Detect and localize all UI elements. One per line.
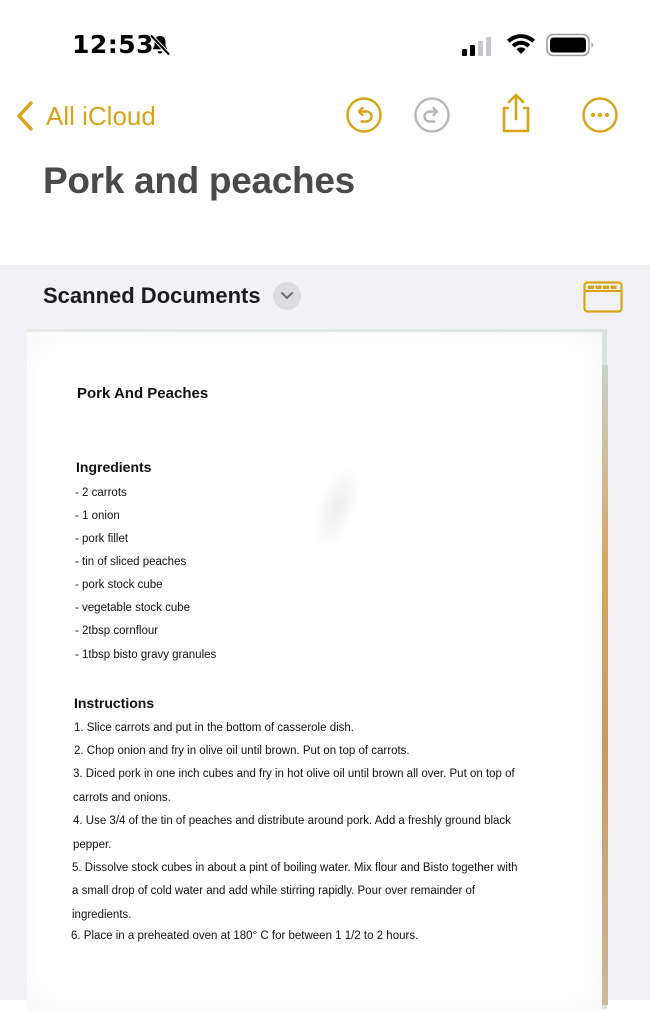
note-title[interactable]: Pork and peaches: [43, 160, 355, 201]
ingredient-item: - tin of sliced peaches: [75, 556, 187, 568]
instruction-line: carrots and onions.: [73, 792, 171, 804]
ingredient-item: - 2tbsp cornflour: [75, 625, 159, 637]
instruction-line: 1. Slice carrots and put in the bottom of casserole dish.: [74, 722, 354, 734]
instruction-line: 2. Chop onion and fry in olive oil until brown. Put on top of carrots.: [74, 745, 410, 757]
paper-crease: [303, 458, 371, 556]
scanned-documents-title: Scanned Documents: [43, 283, 261, 308]
ingredient-item: - pork fillet: [75, 533, 129, 545]
scanned-documents-panel: [0, 265, 650, 1000]
ingredient-item: - 1tbsp bisto gravy granules: [75, 649, 217, 661]
document-title: Pork And Peaches: [77, 385, 209, 402]
ingredients-heading: Ingredients: [76, 459, 152, 475]
ingredient-item: - vegetable stock cube: [75, 602, 191, 614]
ingredient-item: - 1 onion: [75, 510, 120, 522]
battery-icon: [546, 33, 596, 57]
instruction-line: a small drop of cold water and add while stirring rapidly. Pour over remainder of: [72, 885, 476, 897]
scanned-page[interactable]: [27, 332, 602, 1012]
chevron-left-icon: [14, 99, 36, 133]
wifi-icon: [505, 32, 537, 56]
bell-slash-icon: [148, 33, 172, 57]
status-time: 12:53: [72, 30, 155, 59]
ingredient-item: - pork stock cube: [75, 579, 163, 591]
instruction-line: ingredients.: [72, 909, 132, 921]
instructions-heading: Instructions: [74, 695, 155, 711]
instruction-line: 4. Use 3/4 of the tin of peaches and distribute around pork. Add a freshly ground black: [73, 815, 511, 827]
back-label: All iCloud: [46, 100, 156, 131]
undo-icon[interactable]: [345, 96, 383, 134]
gallery-grid-icon[interactable]: [583, 281, 623, 313]
scanned-documents-header[interactable]: [43, 282, 301, 310]
cellular-signal-icon: [462, 36, 494, 56]
ingredient-item: - 2 carrots: [75, 487, 127, 499]
redo-icon[interactable]: [413, 96, 451, 134]
back-button[interactable]: [14, 96, 156, 136]
more-icon[interactable]: [581, 96, 619, 134]
share-icon[interactable]: [497, 92, 535, 134]
instruction-line: 3. Diced pork in one inch cubes and fry in hot olive oil until brown all over. Put on top of: [73, 768, 515, 780]
instruction-line: pepper.: [73, 839, 112, 851]
instruction-line: 6. Place in a preheated oven at 180° C for between 1 1/2 to 2 hours.: [71, 930, 419, 942]
instruction-line: 5. Dissolve stock cubes in about a pint of boiling water. Mix flour and Bisto together with: [72, 862, 518, 874]
chevron-down-icon[interactable]: [273, 282, 301, 310]
